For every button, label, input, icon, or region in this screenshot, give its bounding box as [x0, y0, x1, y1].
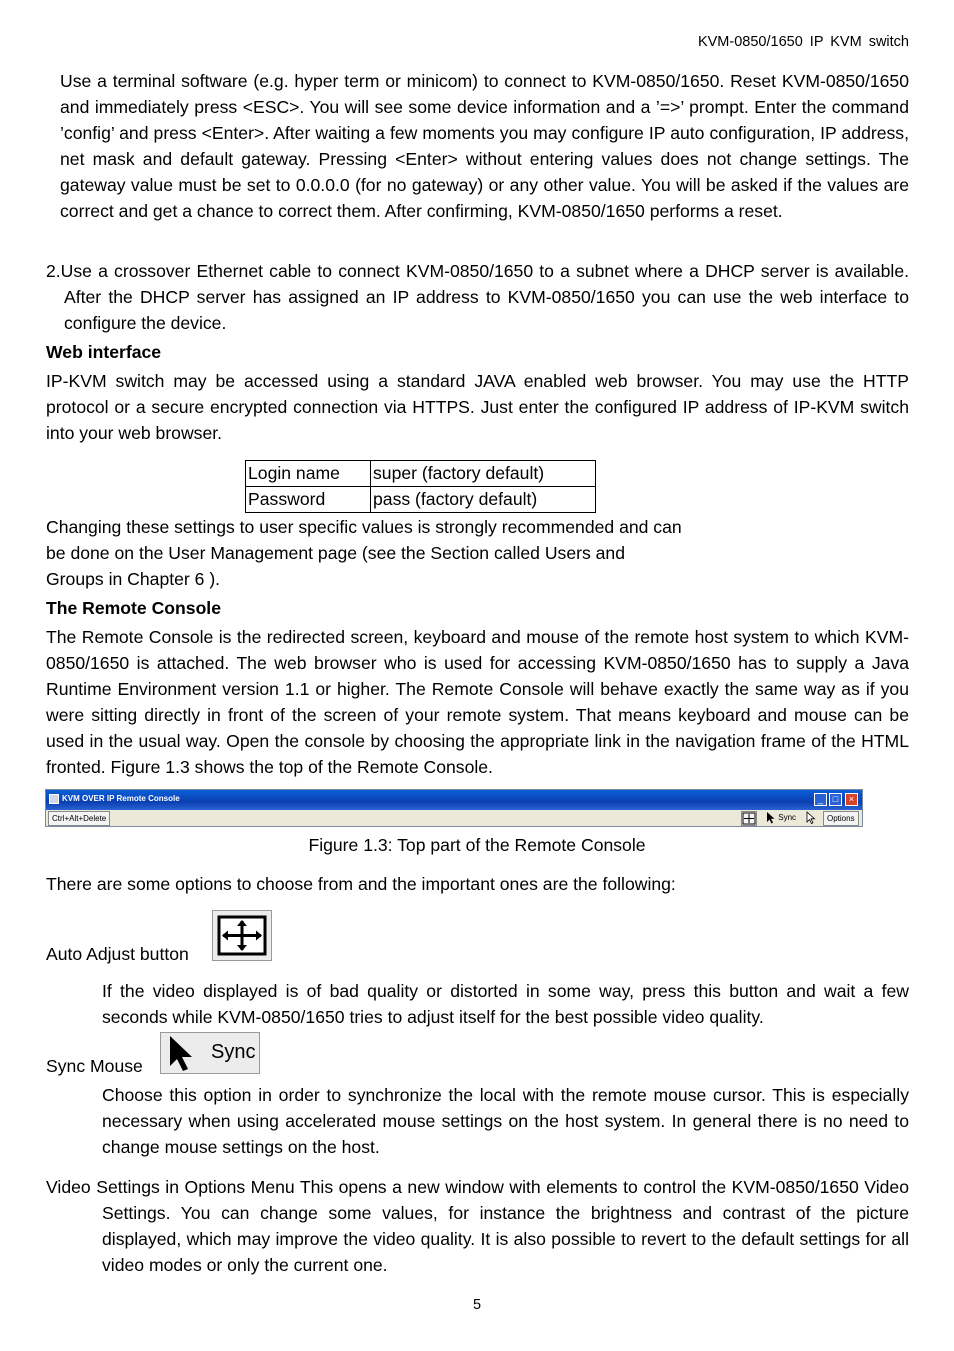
console-window-title: KVM OVER IP Remote Console [62, 794, 180, 803]
paragraph-remote-console: The Remote Console is the redirected screen, keyboard and mouse of the remote host system to which KVM-0850/1650 is attached. The web browser who is used for accessing KVM-0850/1650 has to supply a Java Runtime Environment version 1.1 or higher. The Remote Console will behave exactly the same way as if you were sitting directly in front of the screen of your remote system. That means keyboard and mouse can be used in the usual way. Open the console by choosing the appropriate link in the navigation frame of the HTML fronted. Figure 1.3 shows the top of the Remote Console. [46, 627, 909, 778]
console-title-bar [46, 790, 862, 810]
close-icon: × [845, 793, 858, 806]
cursor-icon [167, 1034, 201, 1074]
pointer-icon [806, 811, 820, 826]
remote-console-screenshot [45, 789, 863, 827]
paragraph-auto-adjust: If the video displayed is of bad quality or distorted in some way, press this button and wait a few seconds while KVM-0850/1650 tries to adjust itself for the best possible video quality. [102, 981, 909, 1028]
sync-toolbar-label: Sync [778, 813, 797, 822]
ctrl-alt-delete-button: Ctrl+Alt+Delete [48, 811, 110, 826]
table-cell-key: Login name [246, 461, 371, 487]
paragraph-web-interface: IP-KVM switch may be accessed using a standard JAVA enabled web browser. You may use the HTTP protocol or a secure encrypted connection via HTTPS. Just enter the configured IP address of IP-KVM switch into your web browser. [46, 371, 909, 444]
auto-adjust-icon [741, 811, 757, 826]
page-number: 5 [472, 1297, 482, 1313]
minimize-icon: _ [814, 793, 827, 806]
paragraph-crossover-cable: 2.Use a crossover Ethernet cable to connect KVM-0850/1650 to a subnet where a DHCP server is available. After the DHCP server has assigned an IP address to KVM-0850/1650 you can use the web interface to configure the device. [46, 261, 909, 334]
sync-icon-label: Sync [211, 1041, 256, 1063]
paragraph-video-settings: Video Settings in Options Menu This opens a new window with elements to control the KVM-0850/1650 Video Settings. You can change some values, for instance the brightness and contrast of the picture displayed, which may improve the video quality. It is also possible to revert to the default settings for all video modes or only the current one. [46, 1177, 909, 1276]
sync-mouse-toolbar-button [764, 811, 804, 826]
auto-adjust-label: Auto Adjust button [46, 944, 189, 964]
figure-caption: Figure 1.3: Top part of the Remote Console [308, 835, 646, 855]
paragraph-options-intro: There are some options to choose from and the important ones are the following: [46, 874, 676, 894]
heading-web-interface: Web interface [46, 342, 162, 362]
table-row [246, 487, 596, 513]
table-cell-value: super (factory default) [371, 461, 596, 487]
sync-mouse-icon [160, 1032, 260, 1074]
sync-mouse-label: Sync Mouse [46, 1056, 143, 1076]
table-row [246, 461, 596, 487]
heading-remote-console: The Remote Console [46, 598, 221, 618]
auto-adjust-icon [212, 910, 272, 961]
table-cell-key: Password [246, 487, 371, 513]
app-window-icon [49, 794, 59, 804]
cursor-icon [766, 811, 776, 824]
paragraph-sync-mouse: Choose this option in order to synchronize the local with the remote mouse cursor. This is especially necessary when using accelerated mouse settings on the host system. In general there is no need to change mouse settings on the host. [102, 1085, 909, 1158]
paragraph-change-settings: Changing these settings to user specific values is strongly recommended and can be done on the User Management page (see the Section called Users and Groups in Chapter 6 ). [46, 517, 682, 590]
paragraph-terminal-setup: Use a terminal software (e.g. hyper term or minicom) to connect to KVM-0850/1650. Reset KVM-0850/1650 and immediately press <ESC>. You will see some device information and a ’=>’ prompt. Enter the command ’config’ and press <Enter>. After waiting a few moments you may configure IP auto configuration, IP address, net mask and default gateway. Pressing <Enter> without entering values does not change settings. The gateway value must be set to 0.0.0.0 (for no gateway) or any other value. You will be asked if the values are correct and get a chance to correct them. After confirming, KVM-0850/1650 performs a reset. [60, 71, 909, 222]
running-header: KVM-0850/1650 IP KVM switch [697, 34, 909, 50]
login-defaults-table [245, 460, 596, 513]
table-cell-value: pass (factory default) [371, 487, 596, 513]
options-button: Options [823, 811, 859, 826]
maximize-icon: □ [829, 793, 842, 806]
